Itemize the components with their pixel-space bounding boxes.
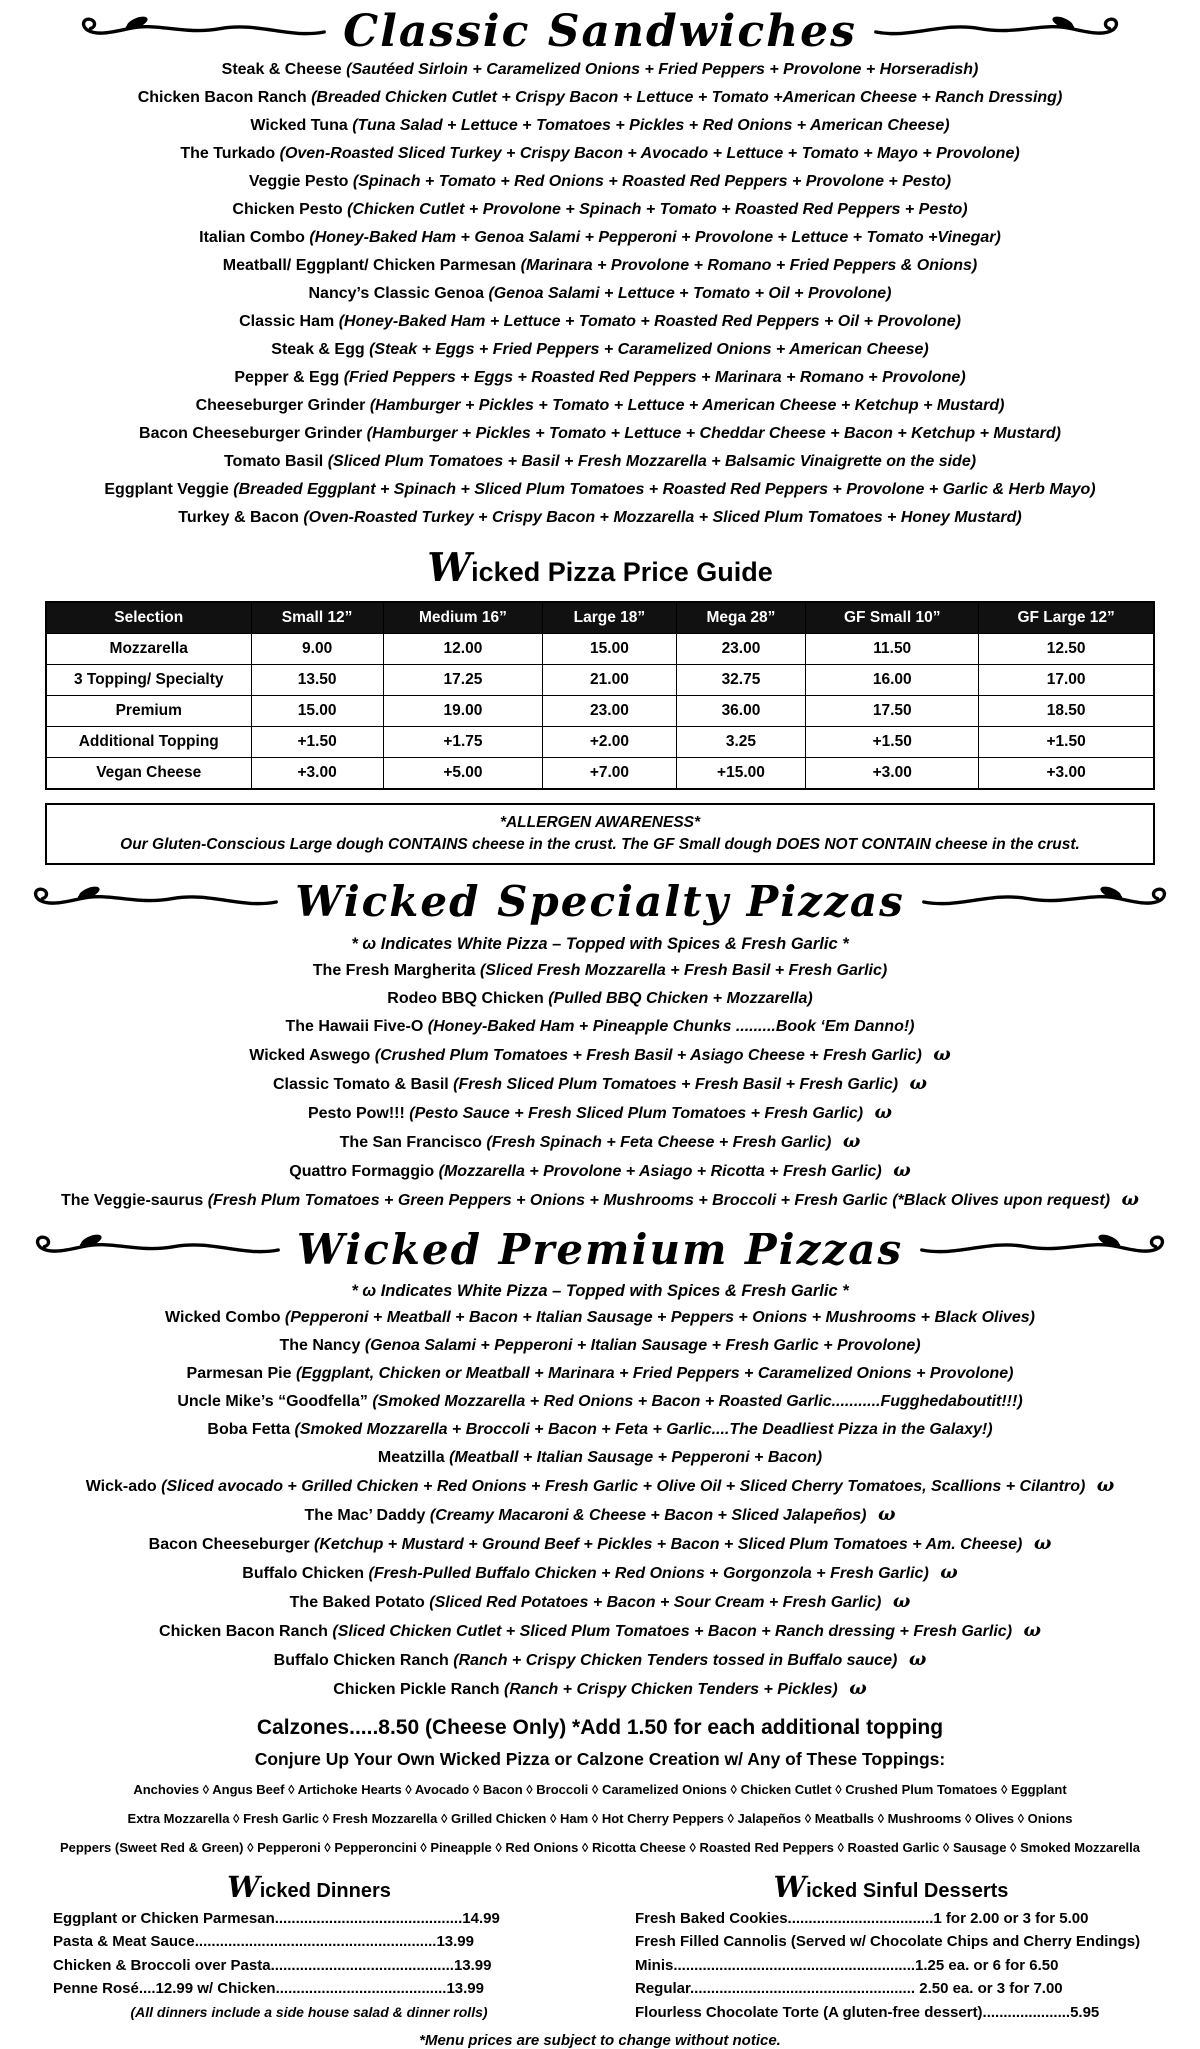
- item-name: Pepper & Egg: [234, 369, 340, 387]
- price-cell: +2.00: [543, 727, 677, 758]
- price-cell: 15.00: [543, 634, 677, 665]
- specialty-pizzas-list: [45, 957, 1155, 1215]
- sandwich-item: [45, 504, 1155, 532]
- white-pizza-marker: ω: [849, 1677, 867, 1699]
- item-description: (Sliced Chicken Cutlet + Sliced Plum Tomatoes + Bacon + Ranch dressing + Fresh Garlic): [332, 1622, 1013, 1640]
- item-description: (Fresh-Pulled Buffalo Chicken + Red Onions + Gorgonzola + Fresh Garlic): [368, 1564, 929, 1582]
- sandwich-item: [45, 112, 1155, 140]
- white-pizza-marker: ω: [893, 1159, 911, 1181]
- item-description: (Breaded Chicken Cutlet + Crispy Bacon + Lettuce + Tomato +American Cheese + Ranch Dressing): [311, 89, 1063, 107]
- item-name: Buffalo Chicken: [242, 1564, 365, 1582]
- item-description: (Honey-Baked Ham + Lettuce + Tomato + Roasted Red Peppers + Oil + Provolone): [338, 313, 961, 331]
- item-name: The Veggie-saurus: [60, 1191, 204, 1209]
- item-name: The Turkado: [180, 145, 276, 163]
- price-cell: +5.00: [383, 758, 542, 790]
- sandwich-item: [45, 420, 1155, 448]
- item-name: Chicken Pickle Ranch: [333, 1680, 500, 1698]
- item-description: (Tuna Salad + Lettuce + Tomatoes + Pickles + Red Onions + American Cheese): [352, 117, 950, 135]
- price-cell: +1.50: [979, 727, 1154, 758]
- item-name: Pesto Pow!!!: [307, 1104, 405, 1122]
- pizza-item: [45, 957, 1155, 985]
- calzones-price-line: Calzones.....8.50 (Cheese Only) *Add 1.50 for each additional topping: [256, 1715, 944, 1739]
- specialty-pizzas-header: [45, 879, 1155, 925]
- classic-sandwiches-title: Classic Sandwiches: [343, 6, 857, 57]
- item-name: The Mac’ Daddy: [304, 1506, 426, 1524]
- item-name: Eggplant Veggie: [104, 481, 229, 499]
- classic-sandwiches-list: [45, 56, 1155, 532]
- white-pizza-marker: ω: [909, 1072, 928, 1094]
- white-pizza-marker: ω: [877, 1503, 896, 1525]
- item-name: Wicked Combo: [165, 1308, 281, 1326]
- flourish-right-icon: [915, 1232, 1170, 1268]
- item-name: Cheeseburger Grinder: [195, 397, 366, 415]
- item-name: Uncle Mike’s “Goodfella”: [177, 1392, 368, 1410]
- pizza-item: [45, 1416, 1155, 1444]
- row-label: Vegan Cheese: [46, 758, 251, 790]
- item-name: Classic Tomato & Basil: [272, 1075, 449, 1093]
- sandwich-item: [45, 84, 1155, 112]
- price-table-row: [46, 665, 1154, 696]
- item-name: The San Francisco: [339, 1133, 482, 1151]
- price-cell: 21.00: [543, 665, 677, 696]
- price-change-disclaimer: *Menu prices are subject to change without notice.: [419, 2032, 781, 2049]
- sinful-desserts-title: Wicked Sinful Desserts: [773, 1869, 1009, 1904]
- item-description: (Meatball + Italian Sausage + Pepperoni + Bacon): [449, 1448, 823, 1466]
- item-name: Parmesan Pie: [186, 1364, 292, 1382]
- item-description: (Fried Peppers + Eggs + Roasted Red Peppers + Marinara + Romano + Provolone): [343, 369, 966, 387]
- price-cell: 3.25: [676, 727, 805, 758]
- item-name: Meatzilla: [377, 1448, 445, 1466]
- dessert-line: Flourless Chocolate Torte (A gluten-free dessert).....................5.95: [635, 2003, 1100, 2021]
- price-cell: 17.00: [979, 665, 1154, 696]
- dinners-note: (All dinners include a side house salad & dinner rolls): [130, 2003, 488, 2020]
- price-cell: 12.50: [979, 634, 1154, 665]
- dinner-line: Pasta & Meat Sauce..........................................................13.99: [53, 1933, 474, 1951]
- white-pizza-marker: ω: [874, 1101, 893, 1123]
- item-name: Wicked Aswego: [249, 1046, 371, 1064]
- price-cell: +3.00: [806, 758, 979, 790]
- item-name: Steak & Cheese: [221, 61, 342, 79]
- white-pizza-marker: ω: [1023, 1619, 1041, 1641]
- toppings-line: Peppers (Sweet Red & Green) ◊ Pepperoni ◊ Pepperoncini ◊ Pineapple ◊ Red Onions ◊ Ricotta Cheese ◊ Roasted Red Peppers ◊ Roasted Garlic ◊ Sausage ◊ Smoked Mozzarella: [59, 1839, 1141, 1855]
- pizza-item: [45, 1588, 1155, 1617]
- price-cell: 13.50: [251, 665, 383, 696]
- allergen-awareness-box: [45, 803, 1155, 865]
- item-name: Wick-ado: [85, 1477, 157, 1495]
- price-table-row: [46, 634, 1154, 665]
- price-guide-title: Wicked Pizza Price Guide: [427, 545, 773, 592]
- item-name: Wicked Tuna: [250, 117, 348, 135]
- item-description: (Creamy Macaroni & Cheese + Bacon + Sliced Jalapeños): [429, 1506, 867, 1524]
- item-description: (Sliced avocado + Grilled Chicken + Red Onions + Fresh Garlic + Olive Oil + Sliced Cherry Tomatoes, Scallions + Cilantro): [161, 1477, 1086, 1495]
- pizza-item: [45, 1675, 1155, 1704]
- specialty-pizzas-title: Wicked Specialty Pizzas: [295, 877, 905, 927]
- price-cell: 12.00: [383, 634, 542, 665]
- price-cell: 23.00: [676, 634, 805, 665]
- price-cell: 18.50: [979, 696, 1154, 727]
- price-cell: +1.75: [383, 727, 542, 758]
- pizza-item: [45, 1157, 1155, 1186]
- bottom-columns: [45, 1870, 1155, 2025]
- col-header-mega: Mega 28”: [676, 602, 805, 634]
- sandwich-item: [45, 308, 1155, 336]
- premium-pizzas-title: Wicked Premium Pizzas: [296, 1224, 904, 1274]
- row-label: Premium: [46, 696, 251, 727]
- item-description: (Genoa Salami + Lettuce + Tomato + Oil + Provolone): [488, 285, 892, 303]
- item-description: (Fresh Sliced Plum Tomatoes + Fresh Basil + Fresh Garlic): [453, 1075, 899, 1093]
- white-pizza-marker: ω: [933, 1043, 951, 1065]
- item-name: Bacon Cheeseburger: [148, 1535, 310, 1553]
- price-cell: +1.50: [251, 727, 383, 758]
- item-description: (Smoked Mozzarella + Red Onions + Bacon + Roasted Garlic...........Fugghedaboutit!!!): [372, 1392, 1023, 1410]
- item-name: The Fresh Margherita: [312, 961, 476, 979]
- price-cell: 16.00: [806, 665, 979, 696]
- flourish-left-icon: [76, 14, 331, 50]
- price-cell: 23.00: [543, 696, 677, 727]
- price-cell: 17.50: [806, 696, 979, 727]
- sandwich-item: [45, 252, 1155, 280]
- item-description: (Eggplant, Chicken or Meatball + Marinara + Fried Peppers + Caramelized Onions + Provolone): [295, 1364, 1014, 1382]
- item-description: (Breaded Eggplant + Spinach + Sliced Plum Tomatoes + Roasted Red Peppers + Provolone + Garlic & Herb Mayo): [233, 481, 1096, 499]
- dessert-line: Fresh Baked Cookies...................................1 for 2.00 or 3 for 5.00: [635, 1909, 1089, 1927]
- item-description: (Fresh Plum Tomatoes + Green Peppers + Onions + Mushrooms + Broccoli + Fresh Garlic (*Black Olives upon request): [207, 1191, 1111, 1209]
- pizza-item: [45, 1070, 1155, 1099]
- dessert-line: Minis..........................................................1.25 ea. or 6 for 6.50: [635, 1956, 1059, 1974]
- row-label: Mozzarella: [46, 634, 251, 665]
- item-name: Rodeo BBQ Chicken: [387, 989, 544, 1007]
- col-header-gf-small: GF Small 10”: [806, 602, 979, 634]
- pizza-item: [45, 1186, 1155, 1215]
- pizza-item: [45, 1646, 1155, 1675]
- item-description: (Marinara + Provolone + Romano + Fried Peppers & Onions): [520, 257, 978, 275]
- white-pizza-marker: ω: [940, 1561, 958, 1583]
- item-name: Chicken Pesto: [232, 201, 343, 219]
- sandwich-item: [45, 336, 1155, 364]
- item-description: (Oven-Roasted Turkey + Crispy Bacon + Mozzarella + Sliced Plum Tomatoes + Honey Mustard): [303, 509, 1022, 527]
- item-description: (Honey-Baked Ham + Pineapple Chunks .........Book ‘Em Danno!): [427, 1017, 915, 1035]
- item-name: Veggie Pesto: [248, 173, 349, 191]
- dinner-line: Eggplant or Chicken Parmesan.............................................14.99: [53, 1909, 500, 1927]
- white-pizza-note: * ω Indicates White Pizza – Topped with Spices & Fresh Garlic *: [351, 1281, 849, 1300]
- pizza-item: [45, 1559, 1155, 1588]
- price-cell: +7.00: [543, 758, 677, 790]
- pizza-item: [45, 1332, 1155, 1360]
- item-description: (Genoa Salami + Pepperoni + Italian Sausage + Fresh Garlic + Provolone): [364, 1336, 921, 1354]
- item-description: (Ketchup + Mustard + Ground Beef + Pickles + Bacon + Sliced Plum Tomatoes + Am. Cheese): [314, 1535, 1023, 1553]
- pizza-price-table: [45, 601, 1155, 790]
- item-name: Tomato Basil: [223, 453, 324, 471]
- price-cell: 15.00: [251, 696, 383, 727]
- item-description: (Smoked Mozzarella + Broccoli + Bacon + Feta + Garlic....The Deadliest Pizza in the Galaxy!): [294, 1420, 993, 1438]
- item-description: (Sliced Red Potatoes + Bacon + Sour Cream + Fresh Garlic): [429, 1593, 882, 1611]
- flourish-left-icon: [28, 884, 283, 920]
- pizza-item: [45, 1501, 1155, 1530]
- pizza-item: [45, 1304, 1155, 1332]
- pizza-item: [45, 1041, 1155, 1070]
- item-description: (Pepperoni + Meatball + Bacon + Italian Sausage + Peppers + Onions + Mushrooms + Black Olives): [284, 1308, 1035, 1326]
- item-description: (Sliced Fresh Mozzarella + Fresh Basil + Fresh Garlic): [479, 961, 888, 979]
- white-pizza-marker: ω: [1096, 1474, 1115, 1496]
- dessert-line: Fresh Filled Cannolis (Served w/ Chocolate Chips and Cherry Endings): [635, 1933, 1141, 1951]
- item-description: (Oven-Roasted Sliced Turkey + Crispy Bacon + Avocado + Lettuce + Tomato + Mayo + Provolone): [279, 145, 1020, 163]
- item-description: (Sautéed Sirloin + Caramelized Onions + Fried Peppers + Provolone + Horseradish): [346, 61, 979, 79]
- item-name: Quattro Formaggio: [289, 1162, 435, 1180]
- pizza-item: [45, 1128, 1155, 1157]
- item-name: Chicken Bacon Ranch: [159, 1622, 328, 1640]
- white-pizza-note: * ω Indicates White Pizza – Topped with Spices & Fresh Garlic *: [351, 934, 849, 953]
- col-header-medium: Medium 16”: [383, 602, 542, 634]
- price-cell: 36.00: [676, 696, 805, 727]
- sandwich-item: [45, 224, 1155, 252]
- item-name: Buffalo Chicken Ranch: [273, 1651, 449, 1669]
- item-name: The Hawaii Five-O: [285, 1017, 424, 1035]
- pizza-item: [45, 1013, 1155, 1041]
- sandwich-item: [45, 196, 1155, 224]
- item-description: (Pesto Sauce + Fresh Sliced Plum Tomatoes + Fresh Garlic): [409, 1104, 864, 1122]
- row-label: 3 Topping/ Specialty: [46, 665, 251, 696]
- item-description: (Pulled BBQ Chicken + Mozzarella): [548, 989, 813, 1007]
- toppings-line: Anchovies ◊ Angus Beef ◊ Artichoke Hearts ◊ Avocado ◊ Bacon ◊ Broccoli ◊ Caramelized Onions ◊ Chicken Cutlet ◊ Crushed Plum Tomatoes ◊ Eggplant: [133, 1781, 1067, 1797]
- item-description: (Fresh Spinach + Feta Cheese + Fresh Garlic): [486, 1133, 832, 1151]
- price-cell: 17.25: [383, 665, 542, 696]
- item-name: The Nancy: [279, 1336, 361, 1354]
- price-cell: +1.50: [806, 727, 979, 758]
- item-description: (Ranch + Crispy Chicken Tenders tossed in Buffalo sauce): [453, 1651, 898, 1669]
- conjure-your-own-line: Conjure Up Your Own Wicked Pizza or Calzone Creation w/ Any of These Toppings:: [254, 1748, 946, 1769]
- item-name: Italian Combo: [199, 229, 305, 247]
- price-table-row: [46, 758, 1154, 790]
- pizza-item: [45, 1388, 1155, 1416]
- item-description: (Mozzarella + Provolone + Asiago + Ricotta + Fresh Garlic): [438, 1162, 882, 1180]
- flourish-left-icon: [30, 1232, 285, 1268]
- price-table-row: [46, 727, 1154, 758]
- item-description: (Chicken Cutlet + Provolone + Spinach + Tomato + Roasted Red Peppers + Pesto): [347, 201, 968, 219]
- pizza-item: [45, 1472, 1155, 1501]
- pizza-item: [45, 1099, 1155, 1128]
- price-table-row: [46, 696, 1154, 727]
- price-cell: +3.00: [979, 758, 1154, 790]
- white-pizza-marker: ω: [1033, 1532, 1052, 1554]
- item-name: Nancy’s Classic Genoa: [308, 285, 484, 303]
- pizza-item: [45, 1530, 1155, 1559]
- col-header-large: Large 18”: [543, 602, 677, 634]
- pizza-item: [45, 985, 1155, 1013]
- price-cell: 11.50: [806, 634, 979, 665]
- col-header-small: Small 12”: [251, 602, 383, 634]
- sandwich-item: [45, 392, 1155, 420]
- premium-pizzas-header: [45, 1224, 1155, 1274]
- dinner-line: Chicken & Broccoli over Pasta............................................13.99: [53, 1956, 492, 1974]
- premium-pizzas-list: [45, 1304, 1155, 1704]
- item-description: (Spinach + Tomato + Red Onions + Roasted Red Peppers + Provolone + Pesto): [352, 173, 952, 191]
- sandwich-item: [45, 476, 1155, 504]
- item-name: Chicken Bacon Ranch: [137, 89, 307, 107]
- allergen-text: Our Gluten-Conscious Large dough CONTAINS cheese in the crust. The GF Small dough DOES NOT CONTAIN cheese in the crust.: [120, 836, 1080, 854]
- white-pizza-marker: ω: [908, 1648, 927, 1670]
- flourish-right-icon: [869, 14, 1124, 50]
- wicked-dinners-title: Wicked Dinners: [227, 1869, 391, 1904]
- price-table-header-row: [46, 602, 1154, 634]
- pizza-item: [45, 1360, 1155, 1388]
- sandwich-item: [45, 56, 1155, 84]
- item-description: (Hamburger + Pickles + Tomato + Lettuce + Cheddar Cheese + Bacon + Ketchup + Mustard): [366, 425, 1061, 443]
- item-name: Turkey & Bacon: [178, 509, 299, 527]
- item-name: The Baked Potato: [289, 1593, 425, 1611]
- item-description: (Sliced Plum Tomatoes + Basil + Fresh Mozzarella + Balsamic Vinaigrette on the side): [327, 453, 977, 471]
- item-name: Steak & Egg: [271, 341, 365, 359]
- item-name: Bacon Cheeseburger Grinder: [139, 425, 363, 443]
- col-header-selection: Selection: [46, 602, 251, 634]
- item-description: (Honey-Baked Ham + Genoa Salami + Pepperoni + Provolone + Lettuce + Tomato +Vinegar): [309, 229, 1001, 247]
- flourish-right-icon: [917, 884, 1172, 920]
- classic-sandwiches-header: [45, 8, 1155, 56]
- allergen-title: *ALLERGEN AWARENESS*: [499, 814, 701, 832]
- price-cell: 19.00: [383, 696, 542, 727]
- white-pizza-marker: ω: [1121, 1188, 1140, 1210]
- pizza-item: [45, 1617, 1155, 1646]
- dessert-line: Regular...................................................... 2.50 ea. or 3 for 7.00: [635, 1980, 1063, 1998]
- price-cell: 32.75: [676, 665, 805, 696]
- col-header-gf-large: GF Large 12”: [979, 602, 1154, 634]
- toppings-line: Extra Mozzarella ◊ Fresh Garlic ◊ Fresh Mozzarella ◊ Grilled Chicken ◊ Ham ◊ Hot Cherry Peppers ◊ Jalapeños ◊ Meatballs ◊ Mushrooms ◊ Olives ◊ Onions: [127, 1810, 1073, 1826]
- sandwich-item: [45, 364, 1155, 392]
- dinner-line: Penne Rosé....12.99 w/ Chicken.........................................13.99: [53, 1980, 484, 1998]
- white-pizza-marker: ω: [892, 1590, 911, 1612]
- white-pizza-marker: ω: [842, 1130, 861, 1152]
- row-label: Additional Topping: [46, 727, 251, 758]
- sinful-desserts-column: [635, 1870, 1147, 2025]
- price-cell: +15.00: [676, 758, 805, 790]
- pizza-item: [45, 1444, 1155, 1472]
- item-description: (Steak + Eggs + Fried Peppers + Caramelized Onions + American Cheese): [369, 341, 929, 359]
- price-cell: 9.00: [251, 634, 383, 665]
- item-name: Boba Fetta: [207, 1420, 291, 1438]
- sandwich-item: [45, 280, 1155, 308]
- toppings-list: [45, 1775, 1155, 1862]
- sandwich-item: [45, 448, 1155, 476]
- item-description: (Ranch + Crispy Chicken Tenders + Pickles): [504, 1680, 838, 1698]
- item-name: Meatball/ Eggplant/ Chicken Parmesan: [222, 257, 517, 275]
- item-description: (Crushed Plum Tomatoes + Fresh Basil + Asiago Cheese + Fresh Garlic): [374, 1046, 922, 1064]
- price-cell: +3.00: [251, 758, 383, 790]
- wicked-dinners-column: [53, 1870, 565, 2025]
- sandwich-item: [45, 140, 1155, 168]
- item-description: (Hamburger + Pickles + Tomato + Lettuce + American Cheese + Ketchup + Mustard): [369, 397, 1005, 415]
- sandwich-item: [45, 168, 1155, 196]
- item-name: Classic Ham: [239, 313, 335, 331]
